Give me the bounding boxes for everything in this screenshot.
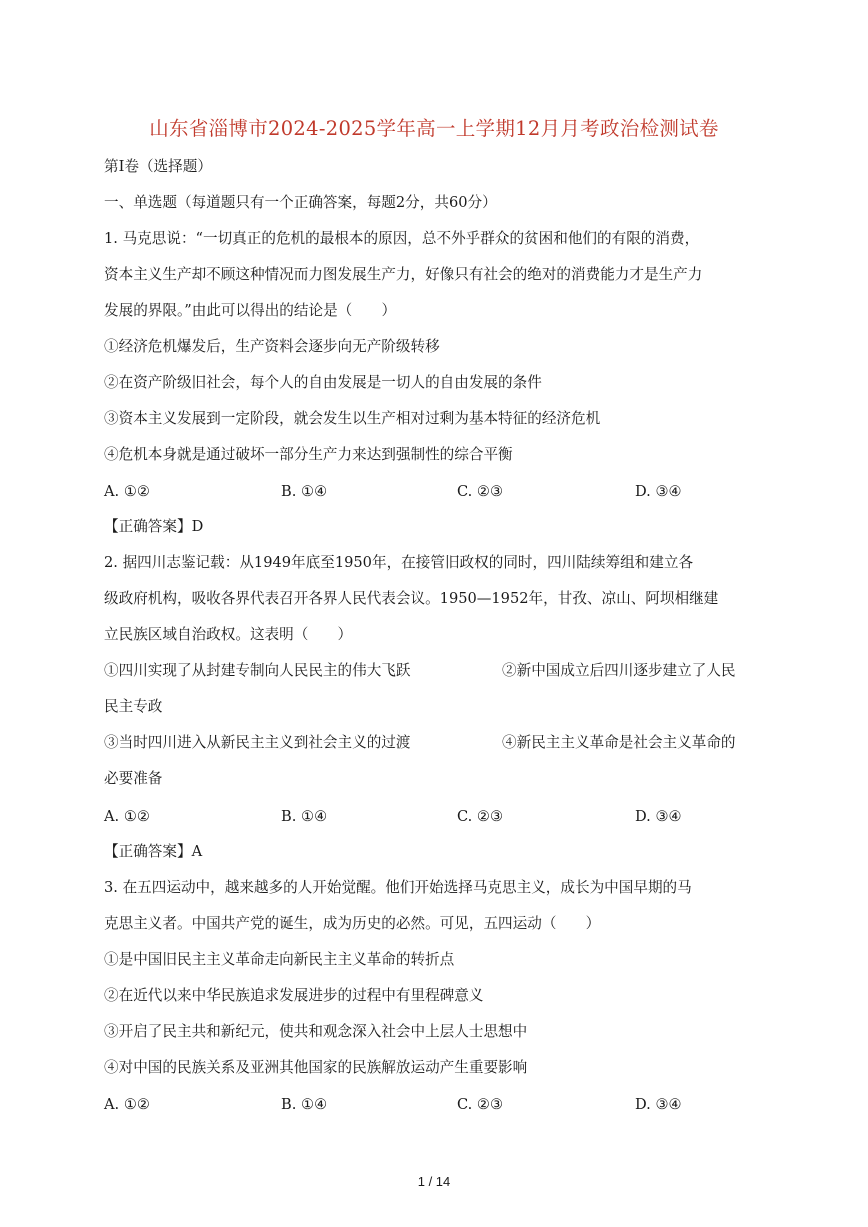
q2-item-3: ③当时四川进入从新民主主义到社会主义的过渡 [104,734,411,751]
q1-options [104,482,784,502]
document-title: 山东省淄博市2024-2025学年高一上学期12月月考政治检测试卷 [149,117,719,140]
q2-answer: 【正确答案】A [104,843,203,860]
q2-item-1: ①四川实现了从封建专制向人民民主的伟大飞跃 [104,662,411,679]
q3-item-1: ①是中国旧民主主义革命走向新民主主义革命的转折点 [104,951,455,968]
q2-stem-line-2: 级政府机构，吸收各界代表召开各界人民代表会议。1950—1952年，甘孜、凉山、阿坝相继建 [104,590,719,607]
part-heading: 第Ⅰ卷（选择题） [104,158,212,175]
q2-items-row-2 [104,733,764,753]
q2-option-d: D. ③④ [635,808,682,825]
q2-item-4-continued: 必要准备 [104,770,163,787]
q1-stem-line-2: 资本主义生产却不顾这种情况而力图发展生产力，好像只有社会的绝对的消费能力才是生产力 [104,266,703,283]
q3-option-a: A. ①② [104,1096,150,1113]
q1-option-d: D. ③④ [635,483,682,500]
q1-item-1: ①经济危机爆发后，生产资料会逐步向无产阶级转移 [104,338,440,355]
q1-option-c: C. ②③ [457,483,504,500]
q1-option-b: B. ①④ [281,483,328,500]
q3-item-3: ③开启了民主共和新纪元，使共和观念深入社会中上层人士思想中 [104,1023,528,1040]
q2-item-4: ④新民主主义革命是社会主义革命的 [502,734,736,751]
q2-option-b: B. ①④ [281,808,328,825]
page-number: 1 / 14 [417,1174,451,1189]
q2-option-c: C. ②③ [457,808,504,825]
q3-stem-line-1: 3. 在五四运动中，越来越多的人开始觉醒。他们开始选择马克思主义，成长为中国早期的马 [104,879,692,896]
q3-option-d: D. ③④ [635,1096,682,1113]
q2-options [104,807,784,827]
q2-option-a: A. ①② [104,808,150,825]
q2-item-2: ②新中国成立后四川逐步建立了人民 [502,662,736,679]
q2-items-row-1 [104,661,764,681]
q1-stem-line-3: 发展的界限。”由此可以得出的结论是（ ） [104,302,397,319]
section-heading: 一、单选题（每道题只有一个正确答案，每题2分，共60分） [104,194,497,211]
q3-item-4: ④对中国的民族关系及亚洲其他国家的民族解放运动产生重要影响 [104,1059,528,1076]
q1-answer: 【正确答案】D [104,518,204,535]
q1-option-a: A. ①② [104,483,150,500]
q2-stem-line-1: 2. 据四川志鉴记载：从1949年底至1950年，在接管旧政权的同时，四川陆续筹组和建立各 [104,554,694,571]
q1-item-2: ②在资产阶级旧社会，每个人的自由发展是一切人的自由发展的条件 [104,374,542,391]
q2-stem-line-3: 立民族区域自治政权。这表明（ ） [104,626,353,643]
q2-item-2-continued: 民主专政 [104,698,163,715]
q3-options [104,1095,784,1115]
q3-option-b: B. ①④ [281,1096,328,1113]
q1-item-3: ③资本主义发展到一定阶段，就会发生以生产相对过剩为基本特征的经济危机 [104,410,601,427]
q1-stem-line-1: 1. 马克思说：“一切真正的危机的最根本的原因，总不外乎群众的贫困和他们的有限的消费， [104,230,700,247]
q3-option-c: C. ②③ [457,1096,504,1113]
q3-stem-line-2: 克思主义者。中国共产党的诞生，成为历史的必然。可见，五四运动（ ） [104,915,601,932]
q1-item-4: ④危机本身就是通过破坏一部分生产力来达到强制性的综合平衡 [104,446,513,463]
q3-item-2: ②在近代以来中华民族追求发展进步的过程中有里程碑意义 [104,987,484,1004]
